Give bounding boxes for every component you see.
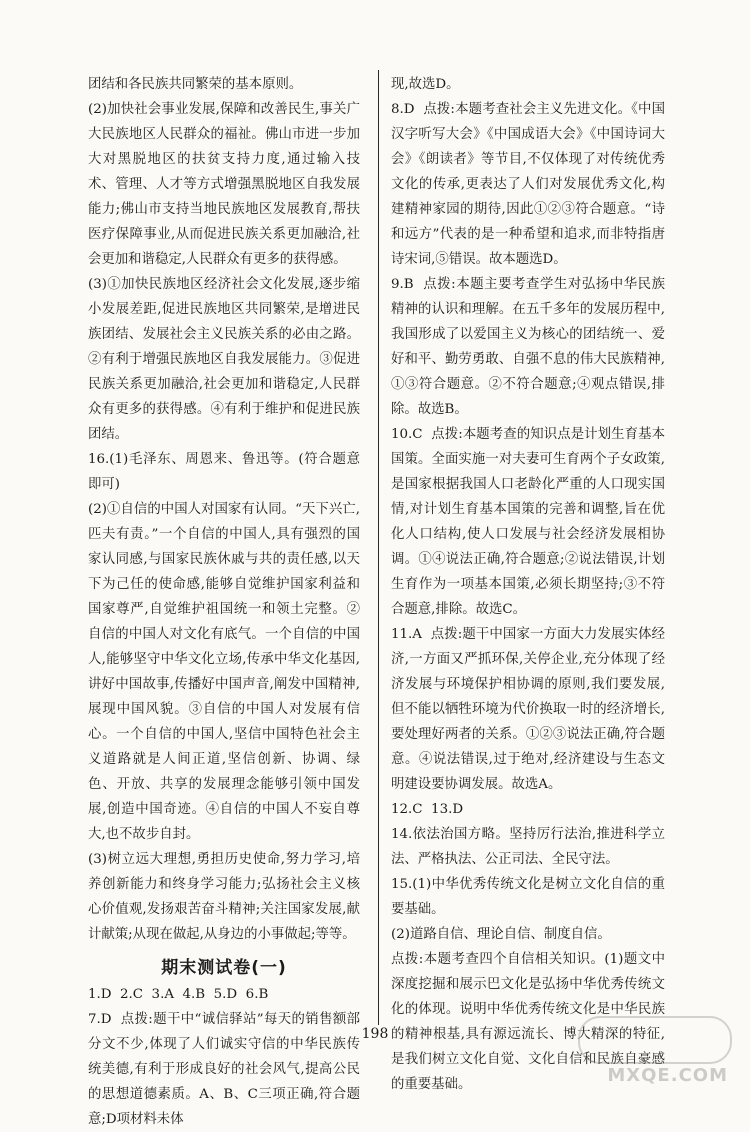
answer-paragraph: (2)加快社会事业发展,保障和改善民生,事关广大民族地区人民群众的福祉。佛山市进一步加大对黑脱地区的扶贫支持力度,通过输入技术、管理、人才等方式增强黑脱地区自我发展能力;佛山市支持当地民族地区发展教育,帮扶医疗保障事业,从而促进民族关系更加融洽,社会更加和谐稳定,人民群众有更多的获得感。 [88,102,360,267]
answer-paragraph: 7.D 点拨:题干中“诚信驿站”每天的销售额部分文不少,体现了人们诚实守信的中华民族传统美德,有利于形成良好的社会风气,提高公民的思想道德素质。A、B、C三项正确,符合题意;D项材料未体 [88,1012,360,1127]
answer-paragraph: 11.A 点拨:题干中国家一方面大力发展实体经济,一方面又严抓环保,关停企业,充分体现了经济发展与环境保护相协调的原则,我们要发展,但不能以牺牲环境为代价换取一时的经济增长,要处理好两者的关系。①②③说法正确,符合题意。④说法错误,过于绝对,经济建设与生态文明建设要协调发展。故选A。 [391,627,665,792]
answer-paragraph: 点拨:本题考查四个自信相关知识。(1)题文中深度挖掘和展示巴文化是弘扬中华优秀传统文化的体现。说明中华优秀传统文化是中华民族的精神根基,具有源远流长、博大精深的特征,是我们树立文化自觉、文化自信和民族自豪感的重要基础。 [391,952,665,1092]
watermark-badge-icon [578,1016,732,1064]
column-divider [378,70,379,1025]
answer-paragraph: 12.C 13.D [391,802,464,817]
answer-paragraph: 1.D 2.C 3.A 4.B 5.D 6.B [88,987,269,1002]
section-title: 期末测试卷(一) [161,958,287,978]
answer-paragraph: 10.C 点拨:本题考查的知识点是计划生育基本国策。全面实施一对夫妻可生育两个子女政策,是国家根据我国人口老龄化严重的人口现实国情,对计划生育基本国策的完善和调整,旨在优化人口结构,使人口发展与社会经济发展相协调。①④说法正确,符合题意;②说法错误,计划生育作为一项基本国策,必须长期坚持;③不符合题意,排除。故选C。 [391,427,665,617]
right-column [391,72,665,1097]
answer-paragraph: (3)树立远大理想,勇担历史使命,努力学习,培养创新能力和终身学习能力;弘扬社会主义核心价值观,发扬艰苦奋斗精神;关注国家发展,献计献策;从现在做起,从身边的小事做起;等等。 [88,852,360,942]
answer-paragraph: 9.B 点拨:本题主要考查学生对弘扬中华民族精神的认识和理解。在五千多年的发展历程中,我国形成了以爱国主义为核心的团结统一、爱好和平、勤劳勇敢、自强不息的伟大民族精神,①③符合题意。②不符合题意;④观点错误,排除。故选B。 [391,277,665,417]
page-number: 198 [361,1026,389,1042]
watermark-url: MXQE.COM [607,1065,728,1086]
watermark-logo [582,1016,732,1086]
left-column [88,72,360,1132]
answer-paragraph: (2)①自信的中国人对国家有认同。“天下兴亡,匹夫有责。”一个自信的中国人,具有强烈的国家认同感,与国家民族休戚与共的责任感,以天下为己任的使命感,能够自觉维护国家利益和国家尊严,自觉维护祖国统一和领土完整。②自信的中国人对文化有底气。一个自信的中国人,能够坚守中华文化立场,传承中华文化基因,讲好中国故事,传播好中国声音,阐发中国精神,展现中国风貌。③自信的中国人对发展有信心。一个自信的中国人,坚信中国特色社会主义道路就是人间正道,坚信创新、协调、绿色、开放、共享的发展理念能够引领中国发展,创造中国奇迹。④自信的中国人不妄自尊大,也不故步自封。 [88,502,360,842]
answer-paragraph: (3)①加快民族地区经济社会文化发展,逐步缩小发展差距,促进民族地区共同繁荣,是增进民族团结、发展社会主义民族关系的必由之路。②有利于增强民族地区自我发展能力。③促进民族关系更加融洽,社会更加和谐稳定,人民群众有更多的获得感。④有利于维护和促进民族团结。 [88,277,360,442]
answer-paragraph: 14.依法治国方略。坚持厉行法治,推进科学立法、严格执法、公正司法、全民守法。 [391,827,665,867]
answer-paragraph: 8.D 点拨:本题考查社会主义先进文化。《中国汉字听写大会》《中国成语大会》《中国诗词大会》《朗读者》等节目,不仅体现了对传统优秀文化的传承,更表达了人们对发展优秀文化,构建精神家园的期待,因此①②③符合题意。“诗和远方”代表的是一种希望和追求,而非特指唐诗宋词,⑤错误。故本题选D。 [391,102,665,267]
answer-paragraph: 现,故选D。 [391,77,460,92]
answer-paragraph: 15.(1)中华优秀传统文化是树立文化自信的重要基础。 [391,877,665,917]
answer-paragraph: 团结和各民族共同繁荣的基本原则。 [88,77,303,92]
answer-paragraph: (2)道路自信、理论自信、制度自信。 [391,927,611,942]
answer-paragraph: 16.(1)毛泽东、周恩来、鲁迅等。(符合题意即可) [88,452,360,492]
